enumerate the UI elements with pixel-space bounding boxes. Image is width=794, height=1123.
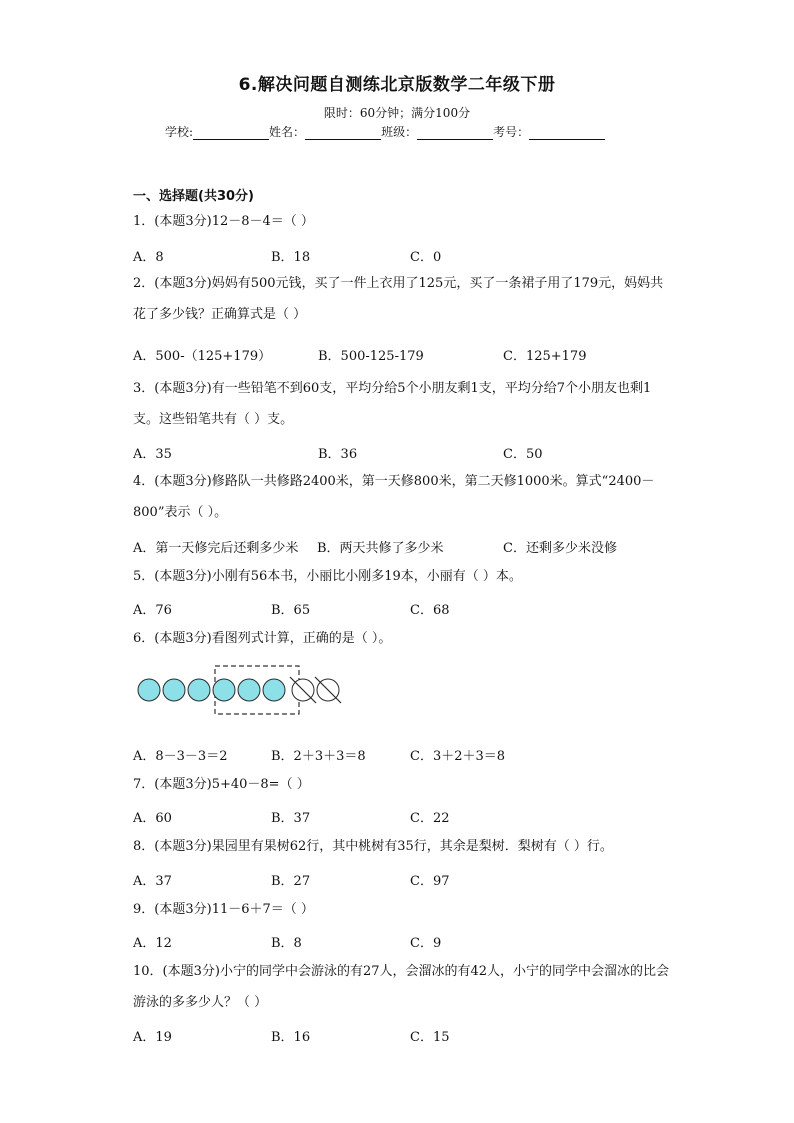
option-a[interactable]: A．500-（125+179） (133, 349, 272, 364)
option-c[interactable]: C．还剩多少米没修 (503, 541, 617, 556)
question-text: (本题3分)有一些铅笔不到60支，平均分给5个小朋友剩1支，平均分给7个小朋友也剩1支。这些铅笔共有（ ）支。 (133, 381, 652, 427)
question-number: 1． (133, 214, 155, 229)
class-field[interactable] (417, 125, 493, 140)
circle (188, 679, 210, 701)
option-c[interactable]: C．15 (410, 1030, 450, 1045)
option-a[interactable]: A．8－3－3＝2 (133, 749, 228, 764)
option-c[interactable]: C．68 (410, 603, 450, 618)
option-c[interactable]: C．0 (410, 250, 442, 265)
option-a[interactable]: A．12 (133, 936, 172, 951)
question-text: (本题3分)5+40－8=（ ） (154, 777, 310, 792)
question-7 (133, 769, 673, 800)
option-a[interactable]: A．第一天修完后还剩多少米 (133, 541, 299, 556)
question-text: (本题3分)小宁的同学中会游泳的有27人，会溜冰的有42人，小宁的同学中会溜冰的比会游泳的多多少人？（ ） (133, 964, 670, 1010)
question-1 (133, 206, 673, 237)
circle (263, 679, 285, 701)
question-number: 6． (133, 631, 155, 646)
question-number: 10． (133, 964, 163, 979)
school-label: 学校: (165, 125, 194, 139)
circle (213, 679, 235, 701)
circles-figure (135, 662, 365, 718)
circle (138, 679, 160, 701)
question-number: 4． (133, 474, 155, 489)
option-a[interactable]: A．76 (133, 603, 172, 618)
option-c[interactable]: C．22 (410, 811, 450, 826)
question-text: (本题3分)小刚有56本书，小丽比小刚多19本，小丽有（ ）本。 (154, 569, 522, 584)
name-field[interactable] (305, 125, 381, 140)
question-8 (133, 831, 673, 862)
option-b[interactable]: B．16 (271, 1030, 311, 1045)
question-3 (133, 373, 673, 435)
circle (163, 679, 185, 701)
class-label: 班级： (381, 125, 418, 139)
question-4 (133, 466, 673, 528)
option-c[interactable]: C．97 (410, 874, 450, 889)
option-c[interactable]: C．125+179 (503, 349, 587, 364)
option-b[interactable]: B．500-125-179 (318, 349, 424, 364)
question-2 (133, 268, 673, 330)
option-b[interactable]: B．36 (318, 447, 358, 462)
exam-number-field[interactable] (529, 125, 605, 140)
option-a[interactable]: A．35 (133, 447, 172, 462)
question-number: 7． (133, 777, 155, 792)
question-text: (本题3分)12－8－4＝（ ） (154, 214, 314, 229)
option-b[interactable]: B．两天共修了多少米 (317, 541, 444, 556)
question-6 (133, 623, 673, 654)
question-number: 5． (133, 569, 155, 584)
question-10 (133, 956, 673, 1018)
question-number: 3． (133, 381, 155, 396)
question-text: (本题3分)修路队一共修路2400米，第一天修800米，第二天修1000米。算式“2400－800”表示（ ）。 (133, 474, 655, 520)
question-text: (本题3分)看图列式计算，正确的是（ ）。 (154, 631, 392, 646)
question-number: 8． (133, 839, 155, 854)
option-a[interactable]: A．37 (133, 874, 172, 889)
page-title: 6.解决问题自测练北京版数学二年级下册 (238, 75, 556, 95)
question-number: 2． (133, 276, 155, 291)
option-b[interactable]: B．2＋3＋3＝8 (271, 749, 366, 764)
name-label: 姓名： (269, 125, 306, 139)
circle-group (138, 677, 341, 703)
circle (238, 679, 260, 701)
option-c[interactable]: C．3＋2＋3＝8 (410, 749, 506, 764)
question-9 (133, 894, 673, 925)
option-c[interactable]: C．50 (503, 447, 543, 462)
option-b[interactable]: B．27 (271, 874, 311, 889)
page-subtitle: 限时：60分钟；满分100分 (323, 106, 471, 120)
question-text: (本题3分)妈妈有500元钱，买了一件上衣用了125元，买了一条裙子用了179元，妈妈共花了多少钱？正确算式是（ ） (133, 276, 664, 322)
student-info-line (165, 123, 605, 140)
option-a[interactable]: A．60 (133, 811, 172, 826)
question-text: (本题3分)果园里有果树62行，其中桃树有35行，其余是梨树．梨树有（ ）行。 (154, 839, 613, 854)
section-heading: 一、选择题(共30分) (133, 189, 254, 204)
question-5 (133, 561, 673, 592)
exam-number-label: 考号： (493, 125, 530, 139)
option-b[interactable]: B．65 (271, 603, 311, 618)
option-a[interactable]: A．8 (133, 250, 164, 265)
option-b[interactable]: B．37 (271, 811, 311, 826)
school-field[interactable] (193, 125, 269, 140)
option-c[interactable]: C．9 (410, 936, 442, 951)
question-text: (本题3分)11－6＋7＝（ ） (154, 902, 314, 917)
option-b[interactable]: B．18 (271, 250, 311, 265)
question-number: 9． (133, 902, 155, 917)
option-a[interactable]: A．19 (133, 1030, 172, 1045)
option-b[interactable]: B．8 (271, 936, 302, 951)
